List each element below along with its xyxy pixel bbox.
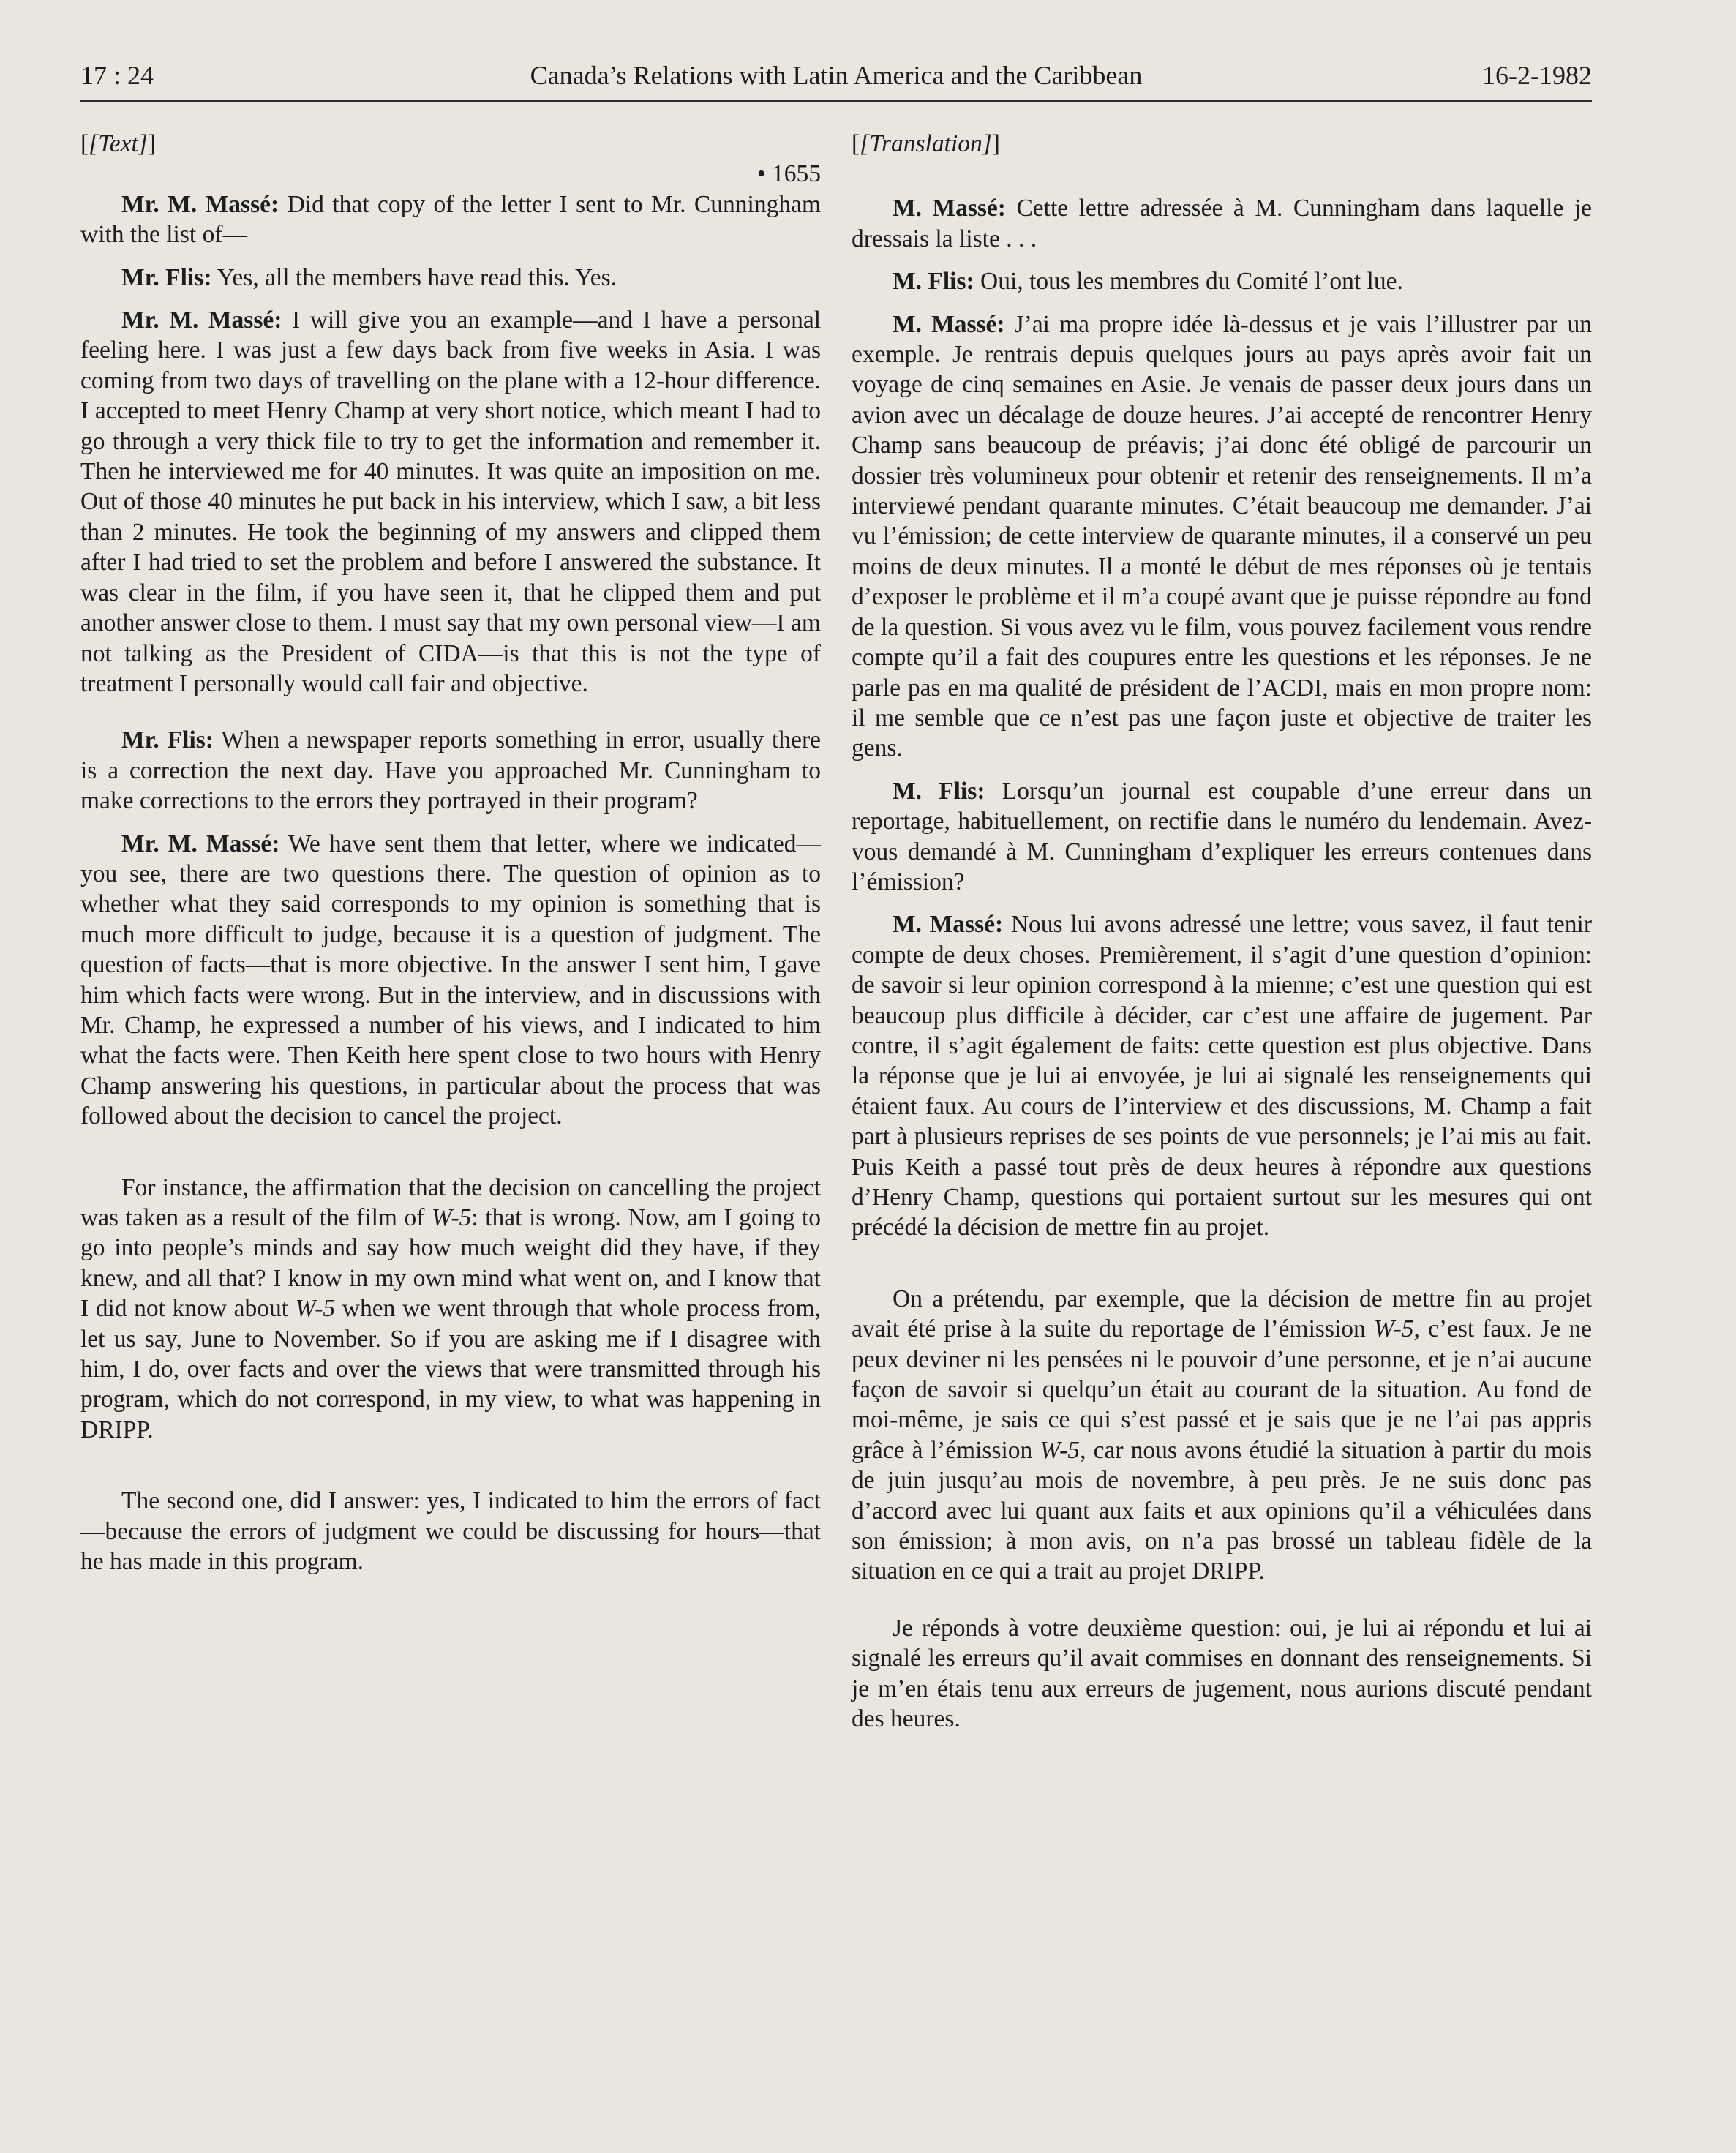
column-label: [[Translation]] (852, 130, 1000, 157)
speech-paragraph (80, 1486, 821, 1577)
speaker-name: M. Flis: (893, 777, 985, 805)
speech-paragraph (80, 725, 821, 816)
speech-text: : that is wrong. Now, am I going to go into people’s minds and say how much weight did they have, if they knew, and all that? I know in my own mind what went on, and I know that I did not know about (80, 1204, 821, 1323)
speech-text: Did that copy of the letter I sent to Mr. Cunningham with the list of— (80, 190, 822, 249)
program-name: W-5 (1373, 1315, 1414, 1343)
speech-paragraph (80, 189, 821, 250)
speech-paragraph (80, 1173, 821, 1446)
speech-text: The second one, did I answer: yes, I indicated to him the errors of fact—because the errors of judgment we could be discussing for hours—that he has made in this program. (80, 1487, 821, 1576)
speech-paragraph (852, 266, 1592, 296)
page-number: 17 : 24 (80, 61, 154, 90)
speech-text: , c’est faux. Je ne peux deviner ni les pensées ni le pouvoir d’une personne, et je n’ai aucune façon de savoir si quelqu’un était au courant de la situation. Au fond de moi-même, je sais ce qui s’est passé et je sais que je ne l’ai pas appris grâce à l’émission (852, 1315, 1592, 1464)
running-title: Canada’s Relations with Latin America and the Caribbean (530, 61, 1143, 90)
speech-paragraph (852, 1284, 1592, 1587)
speech-paragraph (80, 305, 821, 699)
french-column (852, 129, 1592, 1735)
speaker-name: M. Massé: (893, 911, 1004, 939)
speech-text: Nous lui avons adressé une lettre; vous savez, il faut tenir compte de deux choses. Premièrement, il s’agit d’une question d’opinion: de savoir si leur opinion correspond à la mienne; c’est une question qui est beaucoup plus difficile à décider, car c’est une affaire de jugement. Par contre, il s’agit également de faits: cette question est plus objective. Dans la réponse que je lui ai envoyée, je lui ai signalé les renseignements qui étaient faux. Au cours de l’interview et des discussions, M. Champ a fait part à plusieurs reprises de ses points de vue personnels; je l’ai mis au fait. Puis Keith a passé tout près de deux heures à répondre aux questions d’Henry Champ, questions qui portaient surtout sur les mesures qui ont précédé la décision de mettre fin au projet. (852, 911, 1592, 1241)
speech-text: J’ai ma propre idée là-dessus et je vais l’illustrer par un exemple. Je rentrais depuis quelques jours au pays après avoir fait un voyage de cinq semaines en Asie. Je venais de passer deux jours dans un avion avec un décalage de douze heures. J’ai accepté de rencontrer Henry Champ sans beaucoup de préavis; j’ai donc été obligé de parcourir un dossier très volumineux pour obtenir et retenir des renseignements. Il m’a interviewé pendant quarante minutes. C’était beaucoup me demander. J’ai vu l’émission; de cette interview de quarante minutes, il a conservé un peu moins de deux minutes. Il a monté le début de mes réponses où je tentais d’exposer le problème et il m’a coupé avant que je puisse répondre au fond de la question. Si vous avez vu le film, vous pouvez facilement vous rendre compte qu’il a fait des coupures entre les questions et les réponses. Je ne parle pas en ma qualité de président de l’ACDI, mais en mon propre nom: il me semble que ce n’est pas une façon juste et objective de traiter les gens. (852, 310, 1592, 762)
speech-text: Lorsqu’un journal est coupable d’une erreur dans un reportage, habituellement, on rectifie dans le numéro du lendemain. Avez-vous demandé à M. Cunningham d’expliquer les erreurs contenues dans l’émission? (852, 777, 1593, 895)
speaker-name: Mr. Flis: (121, 726, 214, 754)
column-label-text: [Text] (89, 130, 148, 157)
page-date: 16-2-1982 (1482, 61, 1592, 90)
speech-text: Je réponds à votre deuxième question: oui, je lui ai répondu et lui ai signalé les erreurs qu’il avait commises en donnant des renseignements. Si je m’en étais tenu aux erreurs de jugement, nous aurions discuté pendant des heures. (852, 1614, 1592, 1733)
speech-paragraph (852, 909, 1592, 1242)
speech-text: When a newspaper reports something in error, usually there is a correction the next day. Have you approached Mr. Cunningham to make corrections to the errors they portrayed in their program? (80, 726, 821, 815)
column-label: [[Text]] (80, 130, 156, 157)
program-name: W-5 (295, 1295, 336, 1323)
page-header (80, 60, 1592, 104)
speech-paragraph (852, 309, 1592, 764)
speech-text: For instance, the affirmation that the decision on cancelling the project was taken as a result of the film of (80, 1173, 821, 1231)
program-name: W-5 (1040, 1436, 1081, 1464)
speaker-name: M. Massé: (893, 310, 1005, 338)
speech-text: We have sent them that letter, where we indicated—you see, there are two questions there. The question of opinion as to whether what they said corresponds to my opinion is something that is much more difficult to judge, because it is a question of judgment. The question of facts—that is more objective. In the answer I sent him, I gave him which facts were wrong. But in the interview, and in discussions with Mr. Champ, he expressed a number of his views, and I indicated to him what the facts were. Then Keith here spent close to two hours with Henry Champ answering his questions, in particular about the process that was followed about the decision to cancel the project. (80, 830, 821, 1130)
speech-text: when we went through that whole process from, let us say, June to November. So if you are asking me if I disagree with him, I do, over facts and over the views that were transmitted through his program, which do not correspond, in my view, to what was happening in DRIPP. (80, 1295, 821, 1443)
column-label-text: [Translation] (860, 130, 992, 157)
speech-paragraph (852, 1613, 1592, 1735)
speech-paragraph (852, 193, 1592, 254)
speaker-name: M. Flis: (893, 268, 974, 296)
speech-paragraph (80, 263, 821, 293)
speech-text: Oui, tous les membres du Comité l’ont lue. (980, 268, 1403, 296)
speech-text: , car nous avons étudié la situation à partir du mois de juin jusqu’au mois de novembre, à peu près. Je ne suis donc pas d’accord avec lui quant aux faits et aux opinions qu’il a véhiculées dans son émission; à mon avis, on n’a pas brossé un tableau fidèle de la situation en ce qui a trait au projet DRIPP. (852, 1436, 1592, 1585)
english-column (80, 129, 821, 1577)
speaker-name: Mr. Flis: (121, 263, 212, 291)
program-name: W-5 (431, 1204, 472, 1231)
time-marker: • 1655 (756, 160, 821, 188)
speaker-name: Mr. M. Massé: (121, 830, 280, 857)
speech-text: On a prétendu, par exemple, que la décision de mettre fin au projet avait été prise à la suite du reportage de l’émission (852, 1285, 1592, 1343)
speech-text: Yes, all the members have read this. Yes. (217, 263, 617, 291)
speaker-name: M. Massé: (893, 195, 1006, 222)
header-rule (80, 100, 1592, 102)
speech-text: I will give you an example—and I have a personal feeling here. I was just a few days back from five weeks in Asia. I was coming from two days of travelling on the plane with a 12-hour difference. I accepted to meet Henry Champ at very short notice, which meant I had to go through a very thick file to try to get the information and remember it. Then he interviewed me for 40 minutes. It was quite an imposition on me. Out of those 40 minutes he put back in his interview, which I saw, a bit less than 2 minutes. He took the beginning of my answers and clipped them after I had tried to set the problem and before I answered the substance. It was clear in the film, if you have seen it, that he clipped them and put another answer close to them. I must say that my own personal view—I am not talking as the President of CIDA—is that this is not the type of treatment I personally would call fair and objective. (80, 307, 822, 697)
speaker-name: Mr. M. Massé: (121, 307, 282, 334)
speech-text: Cette lettre adressée à M. Cunningham dans laquelle je dressais la liste . . . (852, 195, 1592, 252)
speaker-name: Mr. M. Massé: (121, 190, 279, 218)
speech-paragraph (852, 776, 1592, 898)
speech-paragraph (80, 829, 821, 1132)
